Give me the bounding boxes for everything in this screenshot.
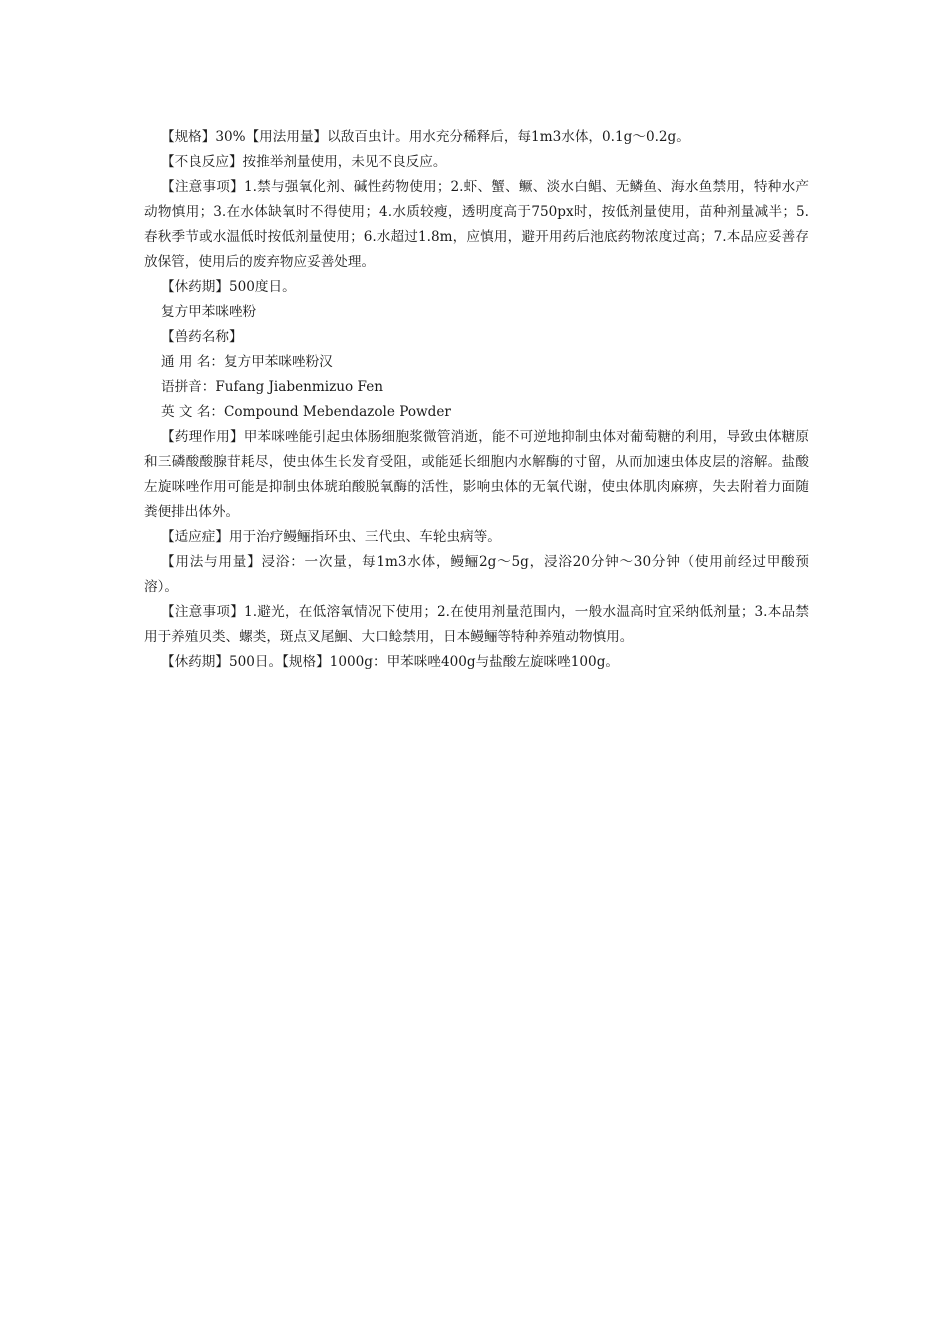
english-name-line: 英 文 名：Compound Mebendazole Powder [161,404,451,420]
product-title: 复方甲苯咪唑粉 [161,304,257,320]
spec-dosage-paragraph: 【规格】30%【用法用量】以敌百虫计。用水充分稀释后，每1m3水体，0.1g～0.2g。 [161,129,690,145]
precautions-paragraph: 【注意事项】1.禁与强氧化剂、碱性药物使用；2.虾、蟹、鳜、淡水白鲳、无鳞鱼、海水鱼禁用，特种水产动物慎用；3.在水体缺氧时不得使用；4.水质较瘦，透明度高于750px时，按低剂量使用，苗种剂量减半；5.春秋季节或水温低时按低剂量使用；6.水超过1.8m，应慎用，避开用药后池底药物浓度过高；7.本品应妥善存放保管，使用后的废弃物应妥善处理。 [144,179,809,270]
withdrawal-period-paragraph: 【休药期】500度日。 [161,279,296,295]
generic-name-line: 通 用 名：复方甲苯咪唑粉汉 [161,354,333,370]
indications-paragraph: 【适应症】用于治疗鳗鲡指环虫、三代虫、车轮虫病等。 [161,529,501,545]
withdrawal-spec-paragraph: 【休药期】500日。【规格】1000g：甲苯咪唑400g与盐酸左旋咪唑100g。 [161,654,619,670]
adverse-reaction-paragraph: 【不良反应】按推举剂量使用，未见不良反应。 [161,154,447,170]
drug-name-heading: 【兽药名称】 [161,329,243,345]
document-body [144,125,809,675]
precautions-paragraph-2: 【注意事项】1.避光，在低溶氧情况下使用；2.在使用剂量范围内，一般水温高时宜采纳低剂量；3.本品禁用于养殖贝类、螺类，斑点叉尾鮰、大口鲶禁用，日本鳗鲡等特种养殖动物慎用。 [144,604,809,645]
pharmacology-paragraph: 【药理作用】甲苯咪唑能引起虫体肠细胞浆微管消逝，能不可逆地抑制虫体对葡萄糖的利用，导致虫体糖原和三磷酸酸腺苷耗尽，使虫体生长发育受阻，或能延长细胞内水解酶的寸留，从而加速虫体皮层的溶解。盐酸左旋咪唑作用可能是抑制虫体琥珀酸脱氧酶的活性，影响虫体的无氧代谢，使虫体肌肉麻痹，失去附着力面随粪便排出体外。 [144,429,809,520]
pinyin-name-line: 语拼音：Fufang Jiabenmizuo Fen [161,379,384,395]
usage-dosage-paragraph: 【用法与用量】浸浴：一次量，每1m3水体，鳗鲡2g～5g，浸浴20分钟～30分钟（使用前经过甲酸预溶）。 [144,554,809,595]
